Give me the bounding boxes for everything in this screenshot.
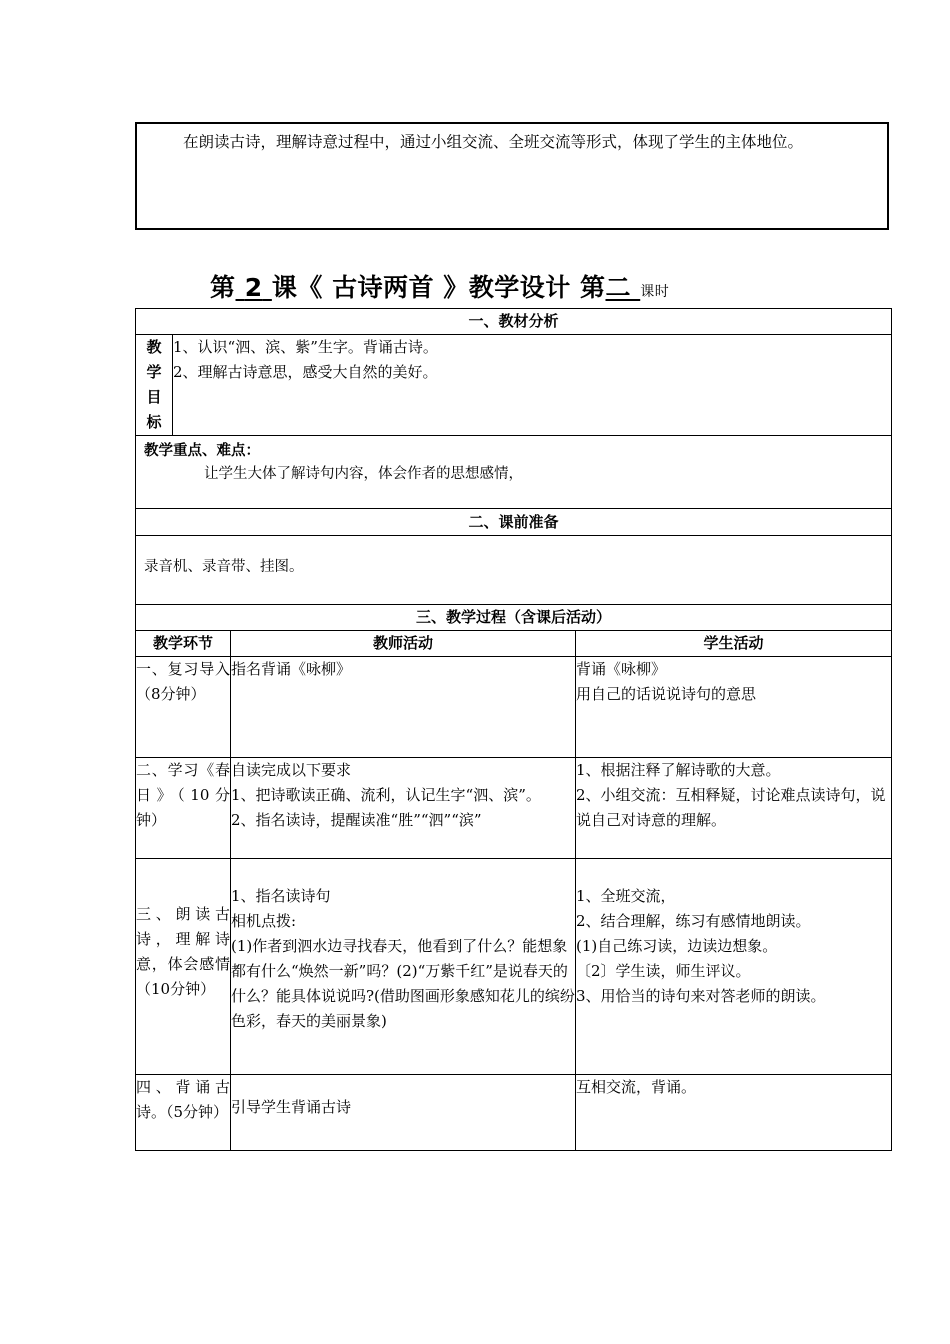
teacher-line: 相机点拨:	[231, 912, 297, 930]
goal-label-char: 目	[146, 388, 162, 406]
section1-heading: 一、教材分析	[136, 309, 892, 335]
goal-item: 2、理解古诗意思，感受大自然的美好。	[173, 363, 438, 381]
key-points-label: 教学重点、难点：	[144, 443, 260, 459]
col-header-student: 学生活动	[576, 631, 892, 657]
stage-cell: 二、学习《春日》（10分钟）	[136, 758, 231, 859]
goal-label	[136, 335, 173, 436]
teacher-activity	[231, 758, 576, 859]
section2-heading: 二、课前准备	[136, 509, 892, 536]
student-line: 互相交流，背诵。	[576, 1078, 697, 1096]
teacher-line: (1)作者到泗水边寻找春天，他看到了什么？能想象都有什么“焕然一新”吗？(2)“万紫千红”是说春天的什么？能具体说说吗?(借助图画形象感知花儿的缤纷色彩，春天的美丽景象)	[231, 937, 575, 1030]
student-activity	[576, 859, 892, 1075]
goal-label-char: 教	[146, 338, 162, 356]
goal-item: 1、认识“泗、滨、紫”生字。背诵古诗。	[173, 338, 438, 356]
col-header-teacher: 教师活动	[231, 631, 576, 657]
teacher-line: 1、指名读诗句	[231, 887, 331, 905]
title-prefix: 第	[210, 273, 236, 302]
teacher-activity	[231, 859, 576, 1075]
teacher-line: 2、指名读诗，提醒读准“胜”“泗”“滨”	[231, 811, 482, 829]
page-title	[210, 268, 669, 304]
teacher-activity	[231, 657, 576, 758]
section3-heading: 三、教学过程（含课后活动）	[136, 605, 892, 631]
col-header-stage: 教学环节	[136, 631, 231, 657]
student-line: 背诵《咏柳》	[576, 660, 667, 678]
lesson-plan-table	[135, 308, 892, 1151]
key-points-cell	[136, 436, 892, 509]
preparation-text: 录音机、录音带、挂图。	[144, 559, 304, 575]
student-line: 用自己的话说说诗句的意思	[576, 685, 757, 703]
reflection-box	[135, 122, 889, 230]
teaching-goals	[173, 335, 892, 436]
teacher-activity	[231, 1075, 576, 1151]
student-line: 1、全班交流，	[576, 887, 676, 905]
student-line: 1、根据注释了解诗歌的大意。	[576, 761, 781, 779]
teacher-line: 1、把诗歌读正确、流利，认记生字“泗、滨”。	[231, 786, 541, 804]
preparation-cell	[136, 536, 892, 605]
teacher-line: 自读完成以下要求	[231, 761, 352, 779]
student-activity	[576, 657, 892, 758]
stage-cell: 三、朗读古诗，理解诗意，体会感情（10分钟）	[136, 859, 231, 1075]
title-suffix: 课时	[640, 284, 670, 300]
student-line: 2、结合理解，练习有感情地朗读。	[576, 912, 811, 930]
student-line: 〔2〕学生读，师生评议。	[576, 962, 751, 980]
student-activity	[576, 1075, 892, 1151]
stage-cell: 四、背诵古诗。（5分钟）	[136, 1075, 231, 1151]
lesson-number: 2	[244, 273, 263, 302]
goal-label-char: 学	[146, 363, 162, 381]
student-line: (1)自己练习读，边读边想象。	[576, 937, 778, 955]
period-number: 二	[605, 273, 631, 302]
teacher-line: 指名背诵《咏柳》	[231, 660, 352, 678]
student-line: 3、用恰当的诗句来对答老师的朗读。	[576, 987, 826, 1005]
student-activity	[576, 758, 892, 859]
teacher-line: 引导学生背诵古诗	[231, 1098, 352, 1116]
goal-label-char: 标	[146, 413, 162, 431]
title-middle: 课《 古诗两首 》教学设计 第	[271, 273, 606, 302]
student-line: 2、小组交流：互相释疑，讨论难点读诗句，说说自己对诗意的理解。	[576, 786, 886, 829]
key-points-text: 让学生大体了解诗句内容，体会作者的思想感情，	[204, 466, 523, 482]
stage-cell: 一、复习导入（8分钟）	[136, 657, 231, 758]
reflection-text: 在朗读古诗，理解诗意过程中，通过小组交流、全班交流等形式，体现了学生的主体地位。	[183, 133, 804, 151]
